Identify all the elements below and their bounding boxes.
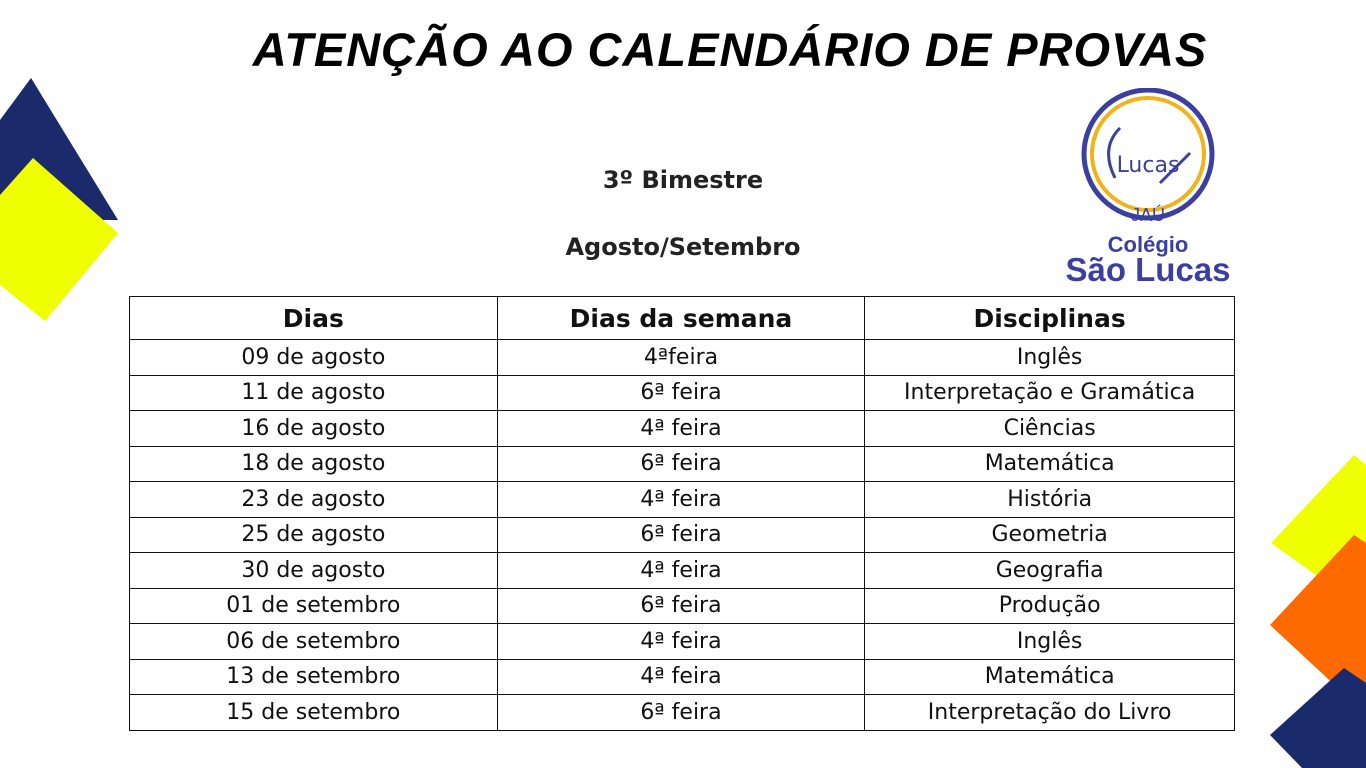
- cell-weekday: 6ª feira: [497, 695, 865, 731]
- table-row: [130, 695, 1235, 731]
- table-row: [130, 411, 1235, 447]
- cell-date: 30 de agosto: [130, 553, 498, 589]
- page-title: ATENÇÃO AO CALENDÁRIO DE PROVAS: [252, 23, 1208, 76]
- cell-weekday: 6ª feira: [497, 446, 865, 482]
- cell-subject: Interpretação e Gramática: [865, 375, 1235, 411]
- cell-subject: Interpretação do Livro: [865, 695, 1235, 731]
- header-weekday: Dias da semana: [497, 297, 865, 340]
- table-row: [130, 482, 1235, 518]
- cell-date: 11 de agosto: [130, 375, 498, 411]
- cell-subject: Geometria: [865, 517, 1235, 553]
- cell-date: 18 de agosto: [130, 446, 498, 482]
- cell-date: 13 de setembro: [130, 659, 498, 695]
- cell-date: 01 de setembro: [130, 588, 498, 624]
- cell-weekday: 6ª feira: [497, 588, 865, 624]
- table-row: [130, 375, 1235, 411]
- cell-subject: História: [865, 482, 1235, 518]
- logo-ring-text: Lucas: [1116, 153, 1180, 178]
- cell-weekday: 4ªfeira: [497, 340, 865, 376]
- school-logo: [1040, 88, 1270, 293]
- logo-line1: Colégio: [1107, 232, 1189, 257]
- cell-date: 16 de agosto: [130, 411, 498, 447]
- cell-date: 23 de agosto: [130, 482, 498, 518]
- table-row: [130, 659, 1235, 695]
- cell-subject: Matemática: [865, 659, 1235, 695]
- cell-weekday: 4ª feira: [497, 659, 865, 695]
- table-row: [130, 588, 1235, 624]
- cell-subject: Geografia: [865, 553, 1235, 589]
- cell-date: 06 de setembro: [130, 624, 498, 660]
- logo-city: JAÚ: [1130, 205, 1166, 225]
- cell-weekday: 6ª feira: [497, 517, 865, 553]
- cell-date: 09 de agosto: [130, 340, 498, 376]
- cell-weekday: 4ª feira: [497, 553, 865, 589]
- exam-calendar-table: [129, 296, 1235, 731]
- navy-diamond-right: [1266, 665, 1366, 768]
- table-row: [130, 624, 1235, 660]
- table-row: [130, 553, 1235, 589]
- table-row: [130, 340, 1235, 376]
- cell-weekday: 4ª feira: [497, 624, 865, 660]
- logo-line2: São Lucas: [1065, 251, 1231, 288]
- table-row: [130, 517, 1235, 553]
- header-days: Dias: [130, 297, 498, 340]
- cell-date: 25 de agosto: [130, 517, 498, 553]
- period-label: Agosto/Setembro: [565, 233, 801, 261]
- cell-subject: Inglês: [865, 624, 1235, 660]
- cell-date: 15 de setembro: [130, 695, 498, 731]
- cell-subject: Inglês: [865, 340, 1235, 376]
- table-row: [130, 446, 1235, 482]
- cell-subject: Ciências: [865, 411, 1235, 447]
- cell-weekday: 6ª feira: [497, 375, 865, 411]
- header-subjects: Disciplinas: [865, 297, 1235, 340]
- cell-weekday: 4ª feira: [497, 411, 865, 447]
- cell-subject: Produção: [865, 588, 1235, 624]
- cell-subject: Matemática: [865, 446, 1235, 482]
- bimester-label: 3º Bimestre: [602, 166, 764, 194]
- table-header-row: [130, 297, 1235, 340]
- yellow-diamond-left: [0, 155, 122, 325]
- cell-weekday: 4ª feira: [497, 482, 865, 518]
- logo-emblem-icon: [1040, 88, 1256, 228]
